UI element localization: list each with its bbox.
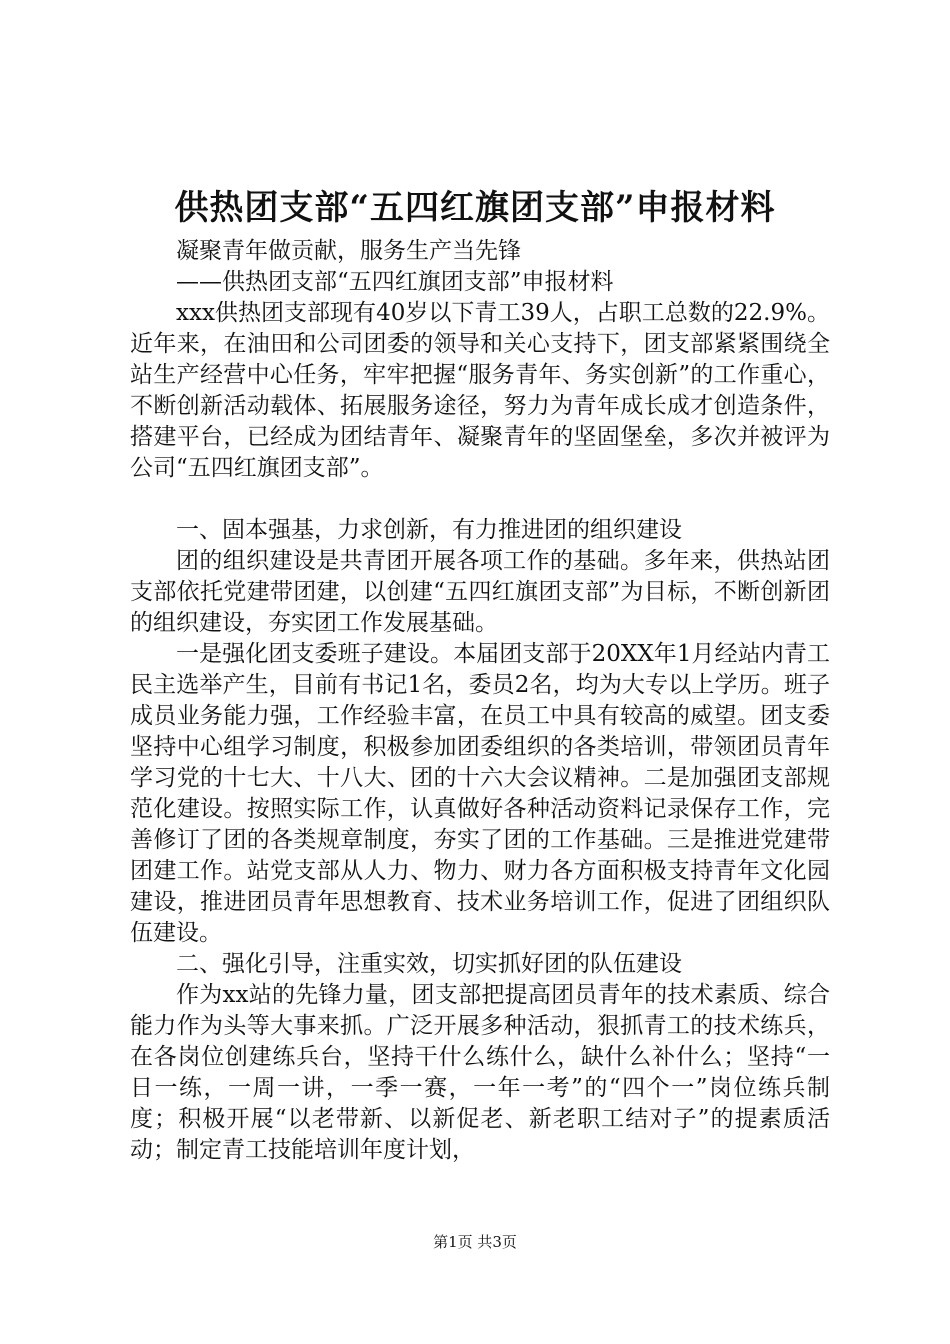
section-1-paragraph-1: 团的组织建设是共青团开展各项工作的基础。多年来，供热站团支部依托党建带团建，以创建“五四红旗团支部”为目标，不断创新团的组织建设，夯实团工作发展基础。 xyxy=(130,548,830,636)
subtitle-source-line: ——供热团支部“五四红旗团支部”申报材料 xyxy=(176,269,614,295)
paragraph-gap xyxy=(130,484,830,515)
document-title: 供热团支部“五四红旗团支部”申报材料 xyxy=(174,188,776,228)
subtitle-line: 凝聚青年做贡献，服务生产当先锋 xyxy=(176,238,521,264)
section-heading-1: 一、固本强基，力求创新，有力推进团的组织建设 xyxy=(176,517,682,543)
document-body xyxy=(130,236,830,1166)
page-footer: 第1页 共3页 xyxy=(433,1233,517,1251)
section-1-paragraph-2: 一是强化团支委班子建设。本届团支部于20XX年1月经站内青工民主选举产生，目前有书记1名，委员2名，均为大专以上学历。班子成员业务能力强，工作经验丰富，在员工中具有较高的威望。团支委坚持中心组学习制度，积极参加团委组织的各类培训，带领团员青年学习党的十七大、十八大、团的十六大会议精神。二是加强团支部规范化建设。按照实际工作，认真做好各种活动资料记录保存工作，完善修订了团的各类规章制度，夯实了团的工作基础。三是推进党建带团建工作。站党支部从人力、物力、财力各方面积极支持青年文化园建设，推进团员青年思想教育、技术业务培训工作，促进了团组织队伍建设。 xyxy=(130,641,830,946)
intro-paragraph: xxx供热团支部现有40岁以下青工39人，占职工总数的22.9%。近年来，在油田和公司团委的领导和关心支持下，团支部紧紧围绕全站生产经营中心任务，牢牢把握“服务青年、务实创新”的工作重心，不断创新活动载体、拓展服务途径，努力为青年成长成才创造条件，搭建平台，已经成为团结青年、凝聚青年的坚固堡垒，多次并被评为公司“五四红旗团支部”。 xyxy=(130,300,830,481)
section-heading-2: 二、强化引导，注重实效，切实抓好团的队伍建设 xyxy=(176,951,682,977)
section-2-paragraph-1: 作为xx站的先锋力量，团支部把提高团员青年的技术素质、综合能力作为头等大事来抓。广泛开展多种活动，狠抓青工的技术练兵，在各岗位创建练兵台，坚持干什么练什么，缺什么补什么；坚持“一日一练，一周一讲，一季一赛，一年一考”的“四个一”岗位练兵制度；积极开展“以老带新、以新促老、新老职工结对子”的提素质活动；制定青工技能培训年度计划， xyxy=(130,982,830,1163)
